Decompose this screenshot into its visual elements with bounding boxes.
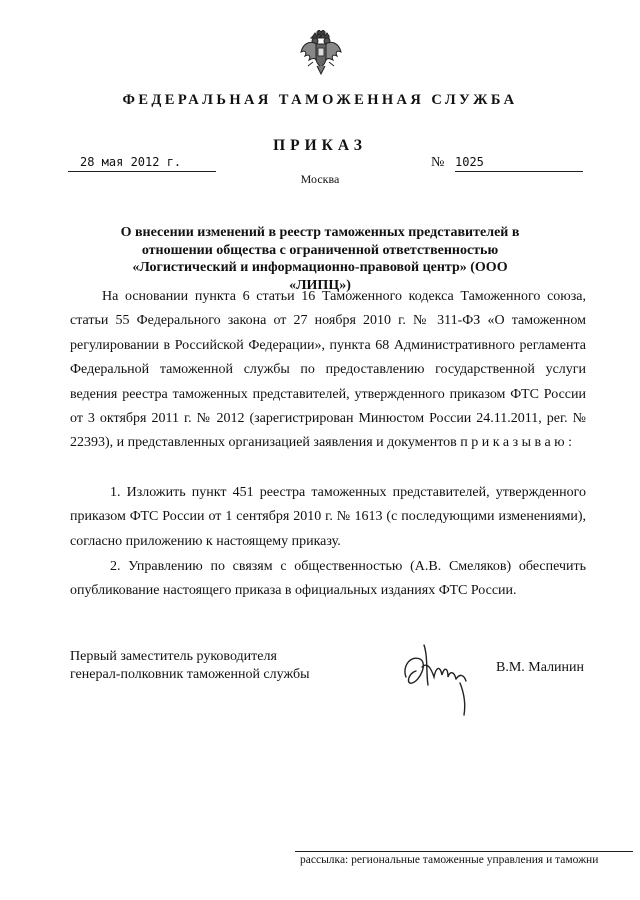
number-sign: № — [431, 155, 445, 170]
document-type-heading: ПРИКАЗ — [273, 137, 367, 154]
handwritten-signature-icon — [398, 637, 488, 717]
paragraph-basis-text: На основании пункта 6 статьи 16 Таможенного кодекса Таможенного союза, статьи 55 Федерального закона от 27 ноября 2010 г. № 311-ФЗ «О таможенном регулировании в Российской Федерации», пункта 68 Административного регламента Федеральной таможенной службы по предоставлению государственной услуги ведения реестра таможенных представителей, утвержденного приказом ФТС России от 3 октября 2011 г. № 2012 (зарегистрирован Минюстом России 24.11.2011, рег. № 22393), и представленных организацией заявления и документов — [70, 289, 586, 451]
position-line-2: генерал-полковник таможенной службы — [70, 667, 310, 682]
document-title: О внесении изменений в реестр таможенных представителей в отношении общества с ограниченной ответственностью «Логистический и информационно-правовой центр» (ООО «ЛИПЦ») — [120, 225, 520, 293]
order-colon: : — [568, 435, 573, 451]
paragraph-item-1: 1. Изложить пункт 451 реестра таможенных представителей, утвержденного приказом ФТС России от 1 сентября 2010 г. № 1613 (с последующими изменениями), согласно приложению к настоящему приказу. — [70, 485, 586, 549]
position-line-1: Первый заместитель руководителя — [70, 649, 277, 664]
order-word: приказываю — [460, 435, 569, 451]
document-number: 1025 — [455, 155, 484, 169]
city: Москва — [300, 172, 340, 186]
agency-name: ФЕДЕРАЛЬНАЯ ТАМОЖЕННАЯ СЛУЖБА — [122, 92, 518, 108]
coat-of-arms-icon — [299, 30, 343, 78]
signatory-name: В.М. Малинин — [496, 660, 585, 675]
signatory-position — [70, 648, 309, 684]
distribution-list: рассылка: региональные таможенные управления и таможни — [300, 854, 599, 866]
paragraph-basis — [70, 285, 586, 456]
paragraph-item-2: 2. Управлению по связям с общественностью (А.В. Смеляков) обеспечить опубликование настоящего приказа в официальных изданиях ФТС России. — [70, 559, 586, 599]
distribution-divider — [295, 851, 633, 852]
document-date: 28 мая 2012 г. — [80, 155, 182, 169]
